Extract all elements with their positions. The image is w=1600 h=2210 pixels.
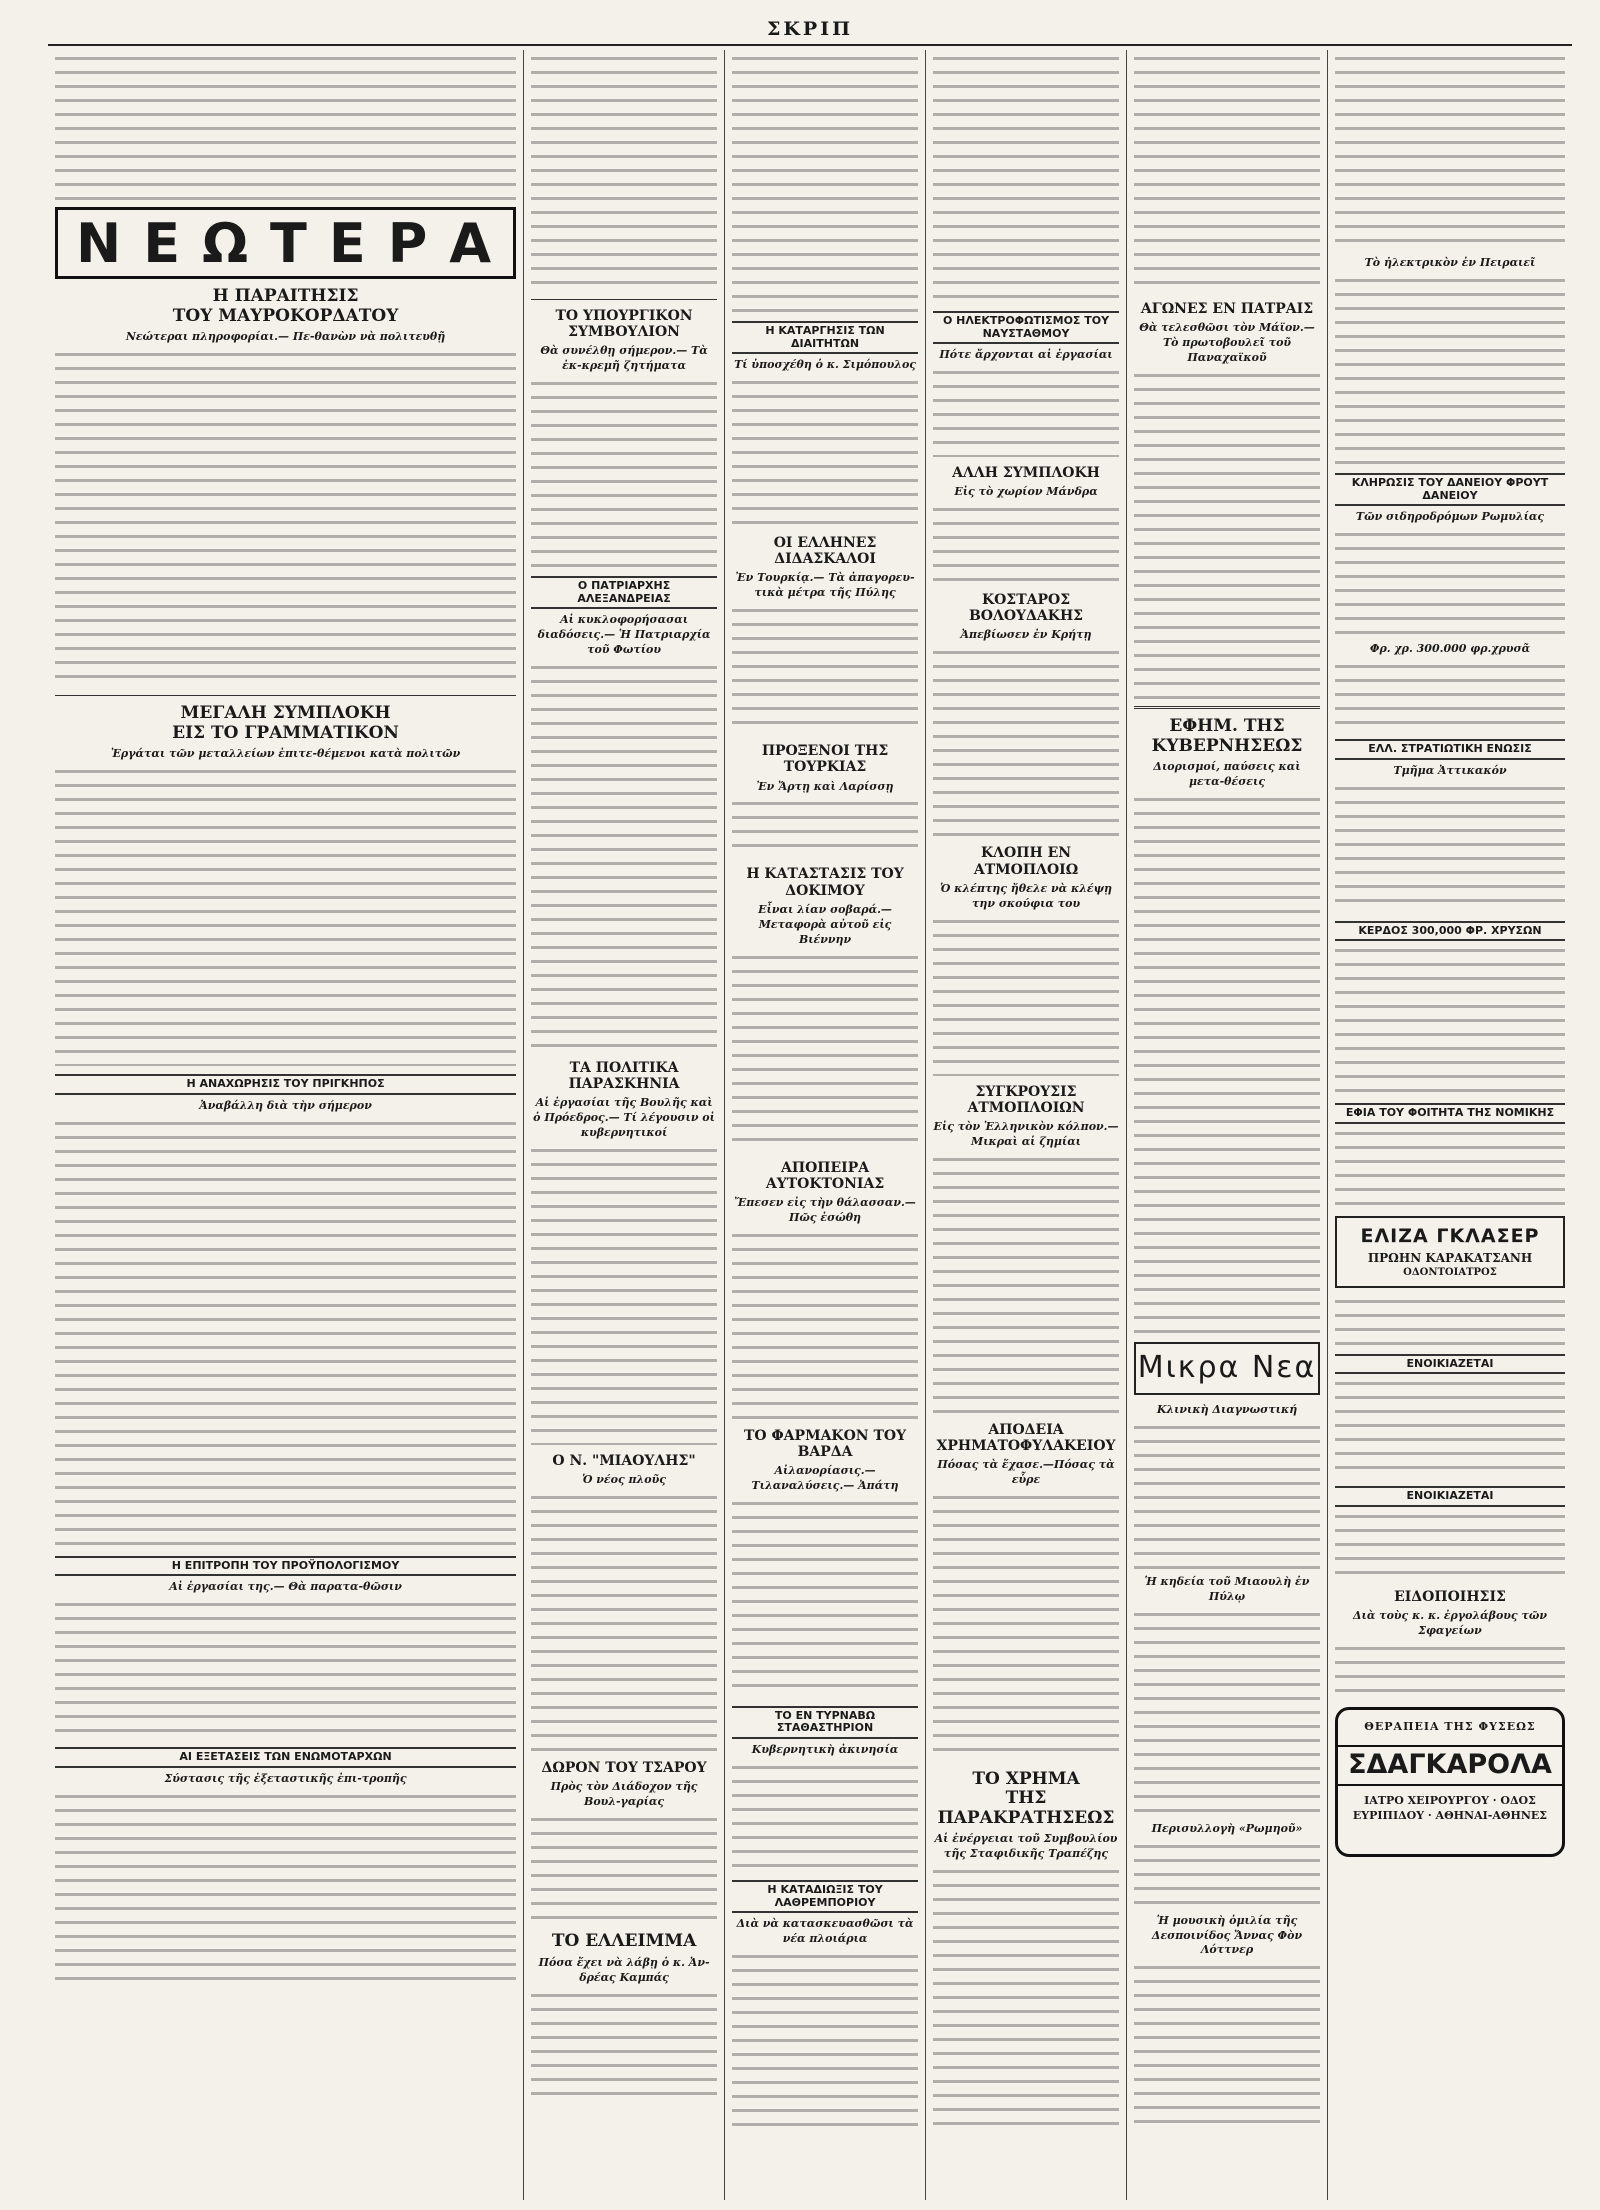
subheadline: Κυβερνητικὴ ἀκινησία — [751, 1742, 899, 1756]
ad-heading: ΕΝΟΙΚΙΑΖΕΤΑΙ — [1335, 1486, 1565, 1507]
headline: ΑΓΩΝΕΣ ΕΝ ΠΑΤΡΑΙΣ — [1140, 301, 1314, 317]
article-text — [933, 53, 1119, 303]
headline: Η ΚΑΤΑΣΤΑΣΙΣ ΤΟΥ ΔΟΚΙΜΟΥ — [746, 866, 904, 899]
banner-neotera: ΝΕΩΤΕΡΑ — [55, 207, 516, 279]
article-text — [1335, 1643, 1565, 1693]
masthead: ΣΚΡΙΠ — [48, 14, 1572, 46]
headline: ΔΩΡΟΝ ΤΟΥ ΤΣΑΡΟΥ — [541, 1760, 707, 1777]
subheadline: Διορισμοί, παύσεις καὶ μετα-θέσεις — [1153, 760, 1301, 788]
article-text — [531, 1492, 717, 1752]
ad-heading: ΕΝΟΙΚΙΑΖΕΤΑΙ — [1335, 1354, 1565, 1375]
divider — [55, 695, 516, 696]
article-text — [732, 1230, 918, 1420]
column-3 — [724, 50, 925, 2200]
headline: Η ΑΝΑΧΩΡΗΣΙΣ ΤΟΥ ΠΡΙΓΚΗΠΟΣ — [55, 1074, 516, 1095]
subheadline: Ἐν Ἄρτῃ καὶ Λαρίσσῃ — [756, 779, 894, 793]
subheadline: Αἰλανορίασις.— Τιλαναλύσεις.— Ἀπάτη — [751, 1463, 899, 1492]
article-text — [531, 1814, 717, 1924]
article-text — [1335, 1128, 1565, 1208]
subheadline: Ἀναβάλλη διὰ τὴν σήμερον — [199, 1098, 372, 1112]
stamp-name: ΣΔΑΓΚΑΡΟΛΑ — [1338, 1745, 1562, 1786]
subheadline: Πότε ἄρχονται αἱ ἐργασίαι — [939, 348, 1113, 362]
ad-role: ΟΔΟΝΤΟΙΑΤΡΟΣ — [1403, 1267, 1497, 1279]
article-text — [1335, 1378, 1565, 1478]
subheadline: Αἱ ἐνέργειαι τοῦ Συμβουλίου τῆς Σταφιδικῆς Τραπέζης — [934, 1832, 1118, 1861]
columns-grid — [48, 50, 1572, 2200]
advertisement-stamp-sdagkarola — [1335, 1707, 1565, 1857]
subheadline: Σύστασις τῆς ἐξεταστικῆς ἐπι-τροπῆς — [164, 1771, 407, 1785]
advertisement-glasser — [1335, 1216, 1565, 1288]
article-text — [55, 1599, 516, 1739]
subheadline: Αἱ κυκλοφορήσασαι διαδόσεις.— Ἡ Πατριαρχία τοῦ Φωτίου — [537, 613, 711, 657]
article-text — [1335, 529, 1565, 639]
column-5 — [1126, 50, 1327, 2200]
headline: Η ΚΑΤΑΡΓΗΣΙΣ ΤΩΝ ΔΙΑΙΤΗΤΩΝ — [732, 321, 918, 354]
headline: ΟΙ ΕΛΛΗΝΕΣ ΔΙΔΑΣΚΑΛΟΙ — [773, 535, 877, 568]
headline: ΤΟ ΕΝ ΤΥΡΝΑΒΩ ΣΤΑΘΑΣΤΗΡΙΟΝ — [732, 1706, 918, 1739]
article-text — [732, 798, 918, 858]
headline: Η ΚΑΤΑΔΙΩΞΙΣ ΤΟΥ ΛΑΘΡΕΜΠΟΡΙΟΥ — [732, 1880, 918, 1913]
article-text — [1335, 1511, 1565, 1581]
headline: ΚΟΣΤΑΡΟΣ ΒΟΛΟΥΔΑΚΗΣ — [968, 592, 1084, 625]
article-text — [55, 1791, 516, 1991]
article-text — [1134, 1422, 1320, 1572]
article-text — [531, 662, 717, 1052]
article-text — [531, 1145, 717, 1445]
stamp-top-text: ΘΕΡΑΠΕΙΑ ΤΗΣ ΦΥΣΕΩΣ — [1364, 1720, 1536, 1734]
subheadline: Ὁ κλέπτης ἤθελε νὰ κλέψῃ την σκούφια του — [940, 881, 1112, 910]
headline: ΕΛΛ. ΣΤΡΑΤΙΩΤΙΚΗ ΕΝΩΣΙΣ — [1335, 739, 1565, 760]
article-text — [55, 766, 516, 1066]
article-text — [1134, 1609, 1320, 1819]
article-text — [933, 647, 1119, 837]
headline: ΑΙ ΕΞΕΤΑΣΕΙΣ ΤΩΝ ΕΝΩΜΟΤΑΡΧΩΝ — [55, 1747, 516, 1768]
article-text — [933, 367, 1119, 457]
headline: ΤΟ ΦΑΡΜΑΚΟΝ ΤΟΥ ΒΑΡΔΑ — [744, 1427, 907, 1460]
subheadline: Διὰ τοὺς κ. κ. ἐργολάβους τῶν Σφαγείων — [1353, 1609, 1547, 1638]
subheadline: Περισυλλογὴ «Ρωμηοῦ» — [1151, 1821, 1303, 1835]
headline: Ο ΠΑΤΡΙΑΡΧΗΣ ΑΛΕΞΑΝΔΡΕΙΑΣ — [531, 576, 717, 609]
article-text — [1335, 945, 1565, 1095]
subheadline: Αἱ ἐργασίαι της.— Θὰ παρατα-θῶσιν — [169, 1580, 402, 1594]
subheadline: Εἶναι λίαν σοβαρά.— Μεταφορὰ αὐτοῦ εἰς Βιέννην — [758, 902, 892, 946]
headline: ΕΙΔΟΠΟΙΗΣΙΣ — [1394, 1589, 1506, 1606]
headline: ΤΟ ΥΠΟΥΡΓΙΚΟΝ ΣΥΜΒΟΥΛΙΟΝ — [555, 308, 693, 341]
headline: Ο ΗΛΕΚΤΡΟΦΩΤΙΣΜΟΣ ΤΟΥ ΝΑΥΣΤΑΘΜΟΥ — [933, 311, 1119, 344]
article-text — [933, 504, 1119, 584]
article-text — [933, 1492, 1119, 1762]
article-text — [1134, 794, 1320, 1334]
subheadline: Αἱ ἐργασίαι τῆς Βουλῆς καὶ ὁ Πρόεδρος.— Τί λέγουσιν οἱ κυβερνητικοί — [533, 1096, 715, 1140]
article-text — [1134, 1962, 1320, 2132]
prize-line: Φρ. χρ. 300.000 φρ.χρυσᾶ — [1369, 642, 1531, 656]
article-text — [732, 1762, 918, 1872]
subheadline: Πρὸς τὸν Διάδοχον τῆς Βουλ-γαρίας — [550, 1780, 698, 1809]
article-text — [531, 53, 717, 293]
article-text — [55, 349, 516, 689]
headline: ΑΠΟΔΕΙΑ ΧΡΗΜΑΤΟΦΥΛΑΚΕΙΟΥ — [936, 1421, 1116, 1454]
ad-subtitle: ΠΡΩΗΝ ΚΑΡΑΚΑΤΣΑΝΗ — [1367, 1250, 1533, 1265]
column-6 — [1327, 50, 1572, 2200]
article-text — [531, 1990, 717, 2100]
article-text — [531, 378, 717, 568]
headline: ΠΡΟΞΕΝΟΙ ΤΗΣ ΤΟΥΡΚΙΑΣ — [761, 743, 889, 776]
headline: ΕΦΙΑ ΤΟΥ ΦΟΙΤΗΤΑ ΤΗΣ ΝΟΜΙΚΗΣ — [1335, 1103, 1565, 1124]
headline: ΕΦΗΜ. ΤΗΣ ΚΥΒΕΡΝΗΣΕΩΣ — [1151, 715, 1303, 756]
article-text — [1335, 1296, 1565, 1346]
subheadline: Τὸ ἠλεκτρικὸν ἐν Πειραιεῖ — [1364, 256, 1536, 269]
subheadline: Ὁ νέος πλοῦς — [582, 1473, 666, 1487]
article-text — [55, 1118, 516, 1548]
ad-title: ΕΛΙΖΑ ΓΚΛΑΣΕΡ — [1360, 1225, 1540, 1248]
column-1 — [48, 50, 523, 2200]
subheadline: Εἰς τὸ χωρίον Μάνδρα — [954, 485, 1098, 499]
subheadline: Νεώτεραι πληροφορίαι.— Πε-θανὼν νὰ πολιτευθῇ — [125, 330, 446, 344]
article-text — [1335, 661, 1565, 731]
subheadline: Θὰ τελεσθῶσι τὸν Μάϊον.— Τὸ πρωτοβουλεῖ τοῦ Παναχαϊκοῦ — [1139, 321, 1315, 364]
subheadline: Ἡ μουσικὴ ὁμιλία τῆς Δεσποινίδος Ἄννας Φὸν Λόττνερ — [1151, 1913, 1303, 1957]
subheadline: Ἀπεβίωσεν ἐν Κρήτῃ — [960, 628, 1092, 642]
article-text — [1335, 783, 1565, 913]
article-text — [1335, 275, 1565, 465]
subheadline: Ἔπεσεν εἰς τὴν θάλασσαν.— Πῶς ἐσώθη — [734, 1195, 916, 1224]
section-title-mikra-nea: Μικρα Νεα — [1134, 1342, 1320, 1395]
subheadline: Διὰ νὰ κατασκευασθῶσι τὰ νέα πλοιάρια — [736, 1917, 914, 1946]
divider — [1134, 706, 1320, 709]
subheadline: Κλινικὴ Διαγνωστική — [1156, 1402, 1298, 1416]
subheadline: Τί ὑποσχέθη ὁ κ. Σιμόπουλος — [734, 358, 916, 372]
article-text — [732, 377, 918, 527]
headline: ΣΥΓΚΡΟΥΣΙΣ ΑΤΜΟΠΛΟΙΩΝ — [967, 1083, 1085, 1116]
headline: ΚΛΟΠΗ ΕΝ ΑΤΜΟΠΛΟΙΩ — [973, 845, 1079, 878]
subheadline: Θὰ συνέλθῃ σήμερον.— Τὰ ἐκ-κρεμῆ ζητήματα — [540, 344, 708, 373]
subheadline: Πόσα ἔχει νὰ λάβῃ ὁ κ. Ἀν-δρέας Καμπάς — [538, 1955, 710, 1984]
headline: ΜΕΓΑΛΗ ΣΥΜΠΛΟΚΗ ΕΙΣ ΤΟ ΓΡΑΜΜΑΤΙΚΟΝ — [172, 703, 399, 743]
article-text — [55, 53, 516, 203]
headline: ΤΟ ΧΡΗΜΑ ΤΗΣ ΠΑΡΑΚΡΑΤΗΣΕΩΣ — [937, 1768, 1115, 1828]
article-text — [732, 1498, 918, 1698]
article-text — [933, 916, 1119, 1076]
headline: ΑΛΛΗ ΣΥΜΠΛΟΚΗ — [952, 465, 1100, 482]
headline: ΤΑ ΠΟΛΙΤΙΚΑ ΠΑΡΑΣΚΗΝΙΑ — [568, 1060, 680, 1093]
article-text — [933, 1866, 1119, 2136]
article-text — [1335, 53, 1565, 253]
headline: Η ΕΠΙΤΡΟΠΗ ΤΟΥ ΠΡΟΫΠΟΛΟΓΙΣΜΟΥ — [55, 1556, 516, 1577]
stamp-footer: ΙΑΤΡΟ ΧΕΙΡΟΥΡΓΟΥ · ΟΔΟΣ ΕΥΡΙΠΙΔΟΥ · ΑΘΗΝΑΙ-ΑΘΗΝΕΣ — [1352, 1793, 1548, 1822]
headline: ΚΛΗΡΩΣΙΣ ΤΟΥ ΔΑΝΕΙΟΥ ΦΡΟΥΤ ΔΑΝΕΙΟΥ — [1335, 473, 1565, 506]
divider — [531, 299, 717, 300]
headline: ΚΕΡΔΟΣ 300,000 ΦΡ. ΧΡΥΣΩΝ — [1335, 921, 1565, 942]
subheadline: Ἐργάται τῶν μεταλλείων ἐπιτε-θέμενοι κατὰ πολιτῶν — [110, 747, 461, 761]
article-text — [1134, 53, 1320, 293]
subheadline: Ἐν Τουρκίᾳ.— Τὰ ἀπαγορευ-τικὰ μέτρα τῆς Πύλης — [735, 571, 915, 600]
article-text — [1134, 1841, 1320, 1911]
subheadline: Τμῆμα Ἀττικακόν — [1393, 763, 1507, 777]
article-text — [732, 53, 918, 313]
headline: Ο Ν. "ΜΙΑΟΥΛΗΣ" — [552, 1453, 696, 1470]
headline: ΑΠΟΠΕΙΡΑ ΑΥΤΟΚΤΟΝΙΑΣ — [765, 1159, 885, 1192]
article-text — [732, 605, 918, 735]
column-2 — [523, 50, 724, 2200]
article-text — [1134, 370, 1320, 700]
article-text — [933, 1154, 1119, 1414]
subheadline: Ἡ κηδεία τοῦ Μιαουλὴ ἐν Πύλῳ — [1144, 1574, 1310, 1603]
subheadline: Πόσας τὰ ἔχασε.—Πόσας τὰ εὗρε — [937, 1457, 1115, 1486]
subheadline: Τῶν σιδηροδρόμων Ρωμυλίας — [1355, 510, 1545, 524]
article-text — [732, 952, 918, 1152]
headline: Η ΠΑΡΑΙΤΗΣΙΣ ΤΟΥ ΜΑΥΡΟΚΟΡΔΑΤΟΥ — [172, 286, 399, 326]
headline: ΤΟ ΕΛΛΕΙΜΜΑ — [551, 1931, 697, 1952]
article-text — [732, 1951, 918, 2131]
subheadline: Εἰς τὸν Ἑλληνικὸν κόλπον.— Μικραὶ αἱ ζημίαι — [933, 1119, 1119, 1148]
column-4 — [925, 50, 1126, 2200]
